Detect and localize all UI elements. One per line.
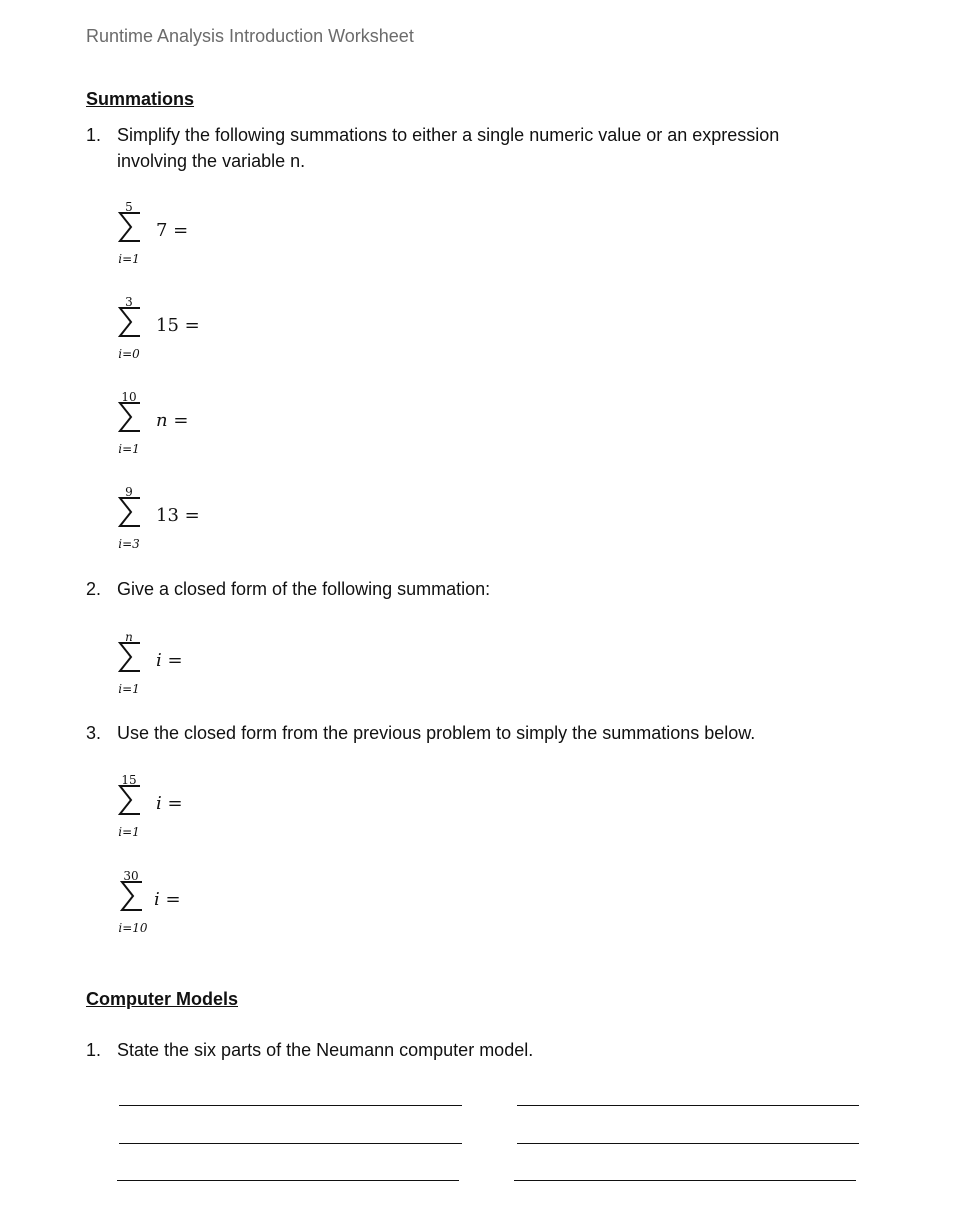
summation-lower-bound: i=1	[118, 825, 140, 839]
summation-upper-bound: 3	[125, 295, 133, 309]
summation-lower-bound: i=1	[118, 252, 140, 266]
question-text: Give a closed form of the following summation:	[117, 579, 491, 599]
question-number: 1.	[86, 1040, 102, 1060]
question-text-line: involving the variable n.	[117, 151, 306, 171]
summation-upper-bound: 15	[121, 773, 137, 787]
summation-upper-bound: 5	[125, 200, 133, 214]
sigma-icon	[118, 400, 142, 434]
sigma-icon	[118, 495, 142, 529]
summation-expression	[106, 630, 306, 710]
summation-expression	[106, 485, 306, 565]
summation-term: i =	[156, 650, 183, 671]
section-title-computer-models: Computer Models	[86, 989, 239, 1009]
summation-expression	[106, 869, 306, 949]
question-number: 3.	[86, 723, 102, 743]
summation-expression	[106, 200, 306, 280]
question-text	[117, 122, 779, 174]
summation-term: i =	[156, 793, 183, 814]
answer-blank[interactable]	[517, 1105, 859, 1106]
summation-expression	[106, 295, 306, 375]
sigma-icon	[118, 640, 142, 674]
sigma-icon	[118, 783, 142, 817]
summation-term: 13 =	[156, 505, 200, 526]
summation-upper-bound: 9	[125, 485, 133, 499]
answer-blank[interactable]	[119, 1143, 462, 1144]
answer-blank[interactable]	[117, 1180, 459, 1181]
sigma-icon	[118, 210, 142, 244]
summation-term: 15 =	[156, 315, 200, 336]
summation-lower-bound: i=0	[118, 347, 140, 361]
document-header: Runtime Analysis Introduction Worksheet	[86, 26, 414, 46]
question-text: State the six parts of the Neumann computer model.	[117, 1040, 534, 1060]
question-number: 1.	[86, 125, 102, 145]
summation-upper-bound: n	[125, 630, 133, 644]
question-text: Use the closed form from the previous problem to simply the summations below.	[117, 723, 756, 743]
sigma-icon	[120, 879, 144, 913]
summation-upper-bound: 30	[123, 869, 139, 883]
answer-blank[interactable]	[517, 1143, 859, 1144]
summation-lower-bound: i=10	[118, 921, 148, 935]
summation-term: n =	[156, 410, 189, 431]
section-title-summations: Summations	[86, 89, 195, 109]
summation-upper-bound: 10	[121, 390, 137, 404]
summation-term: 7 =	[156, 220, 189, 241]
question-number: 2.	[86, 579, 102, 599]
summation-expression	[106, 773, 306, 853]
answer-blank[interactable]	[119, 1105, 462, 1106]
sigma-icon	[118, 305, 142, 339]
summation-lower-bound: i=1	[118, 442, 140, 456]
summation-lower-bound: i=1	[118, 682, 140, 696]
answer-blank[interactable]	[514, 1180, 856, 1181]
question-text-line: Simplify the following summations to either a single numeric value or an expression	[117, 125, 780, 145]
summation-expression	[106, 390, 306, 470]
summation-lower-bound: i=3	[118, 537, 140, 551]
summation-term: i =	[154, 889, 181, 910]
